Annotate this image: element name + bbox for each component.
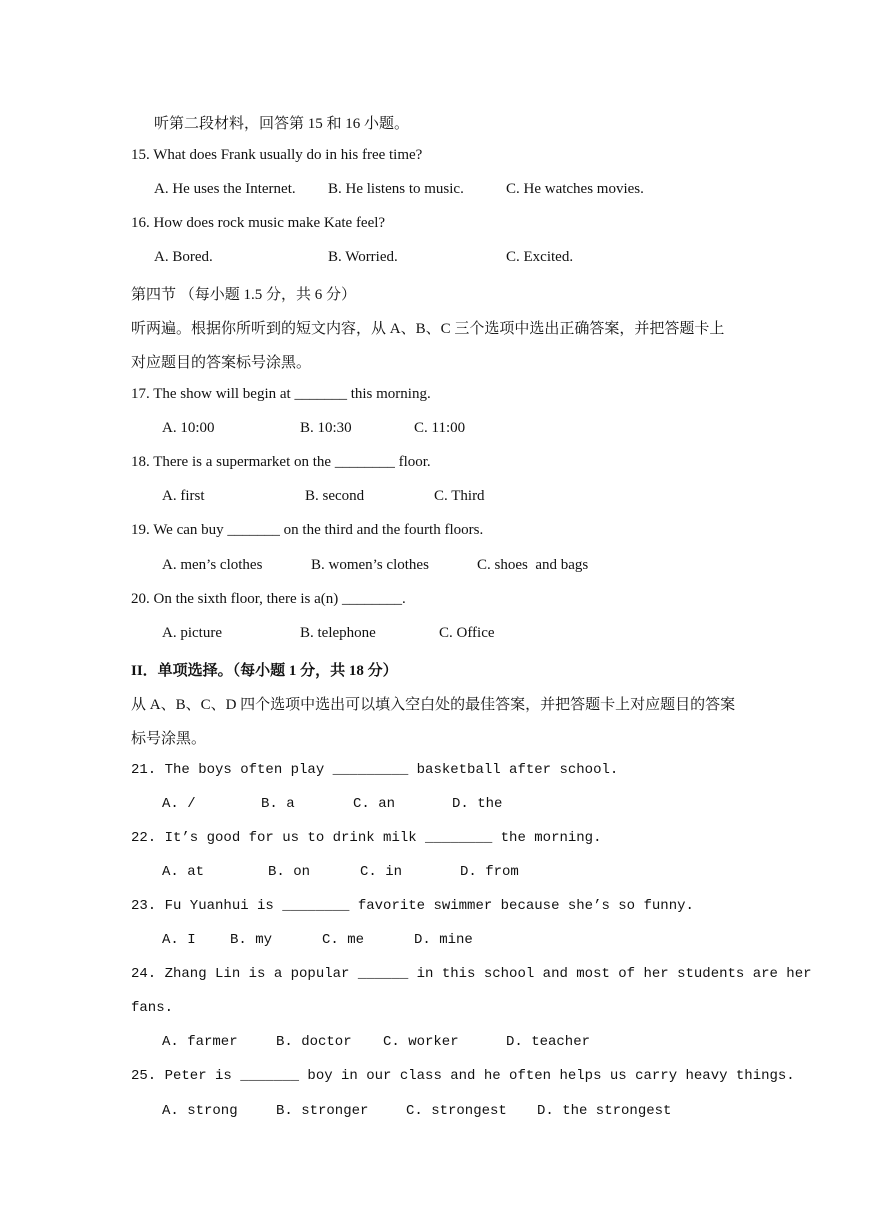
part4-instructions-line1: 听两遍。根据你所听到的短文内容，从 A、B、C 三个选项中选出正确答案，并把答题卡上 [131, 321, 725, 337]
question-25-option-d: D. the strongest [537, 1103, 672, 1119]
question-25-option-b: B. stronger [276, 1103, 369, 1119]
question-24-stem-line1: 24. Zhang Lin is a popular ______ in this school and most of her students are her [131, 966, 812, 982]
question-19-option-b: B. women’s clothes [311, 557, 429, 573]
question-16-option-c: C. Excited. [506, 249, 574, 265]
question-15-option-b: B. He listens to music. [328, 181, 464, 197]
question-15-option-a: A. He uses the Internet. [154, 181, 296, 197]
question-23-option-a: A. I [162, 932, 196, 948]
listening-part2-intro: 听第二段材料，回答第 15 和 16 小题。 [154, 116, 410, 132]
question-22-option-d: D. from [460, 864, 519, 880]
question-25-option-a: A. strong [162, 1103, 238, 1119]
question-22-stem: 22. It’s good for us to drink milk ________ the morning. [131, 830, 602, 846]
question-22-option-b: B. on [268, 864, 311, 880]
question-15-option-c: C. He watches movies. [506, 181, 644, 197]
question-21-option-c: C. an [353, 796, 396, 812]
question-18-option-b: B. second [305, 488, 365, 504]
question-21-option-b: B. a [261, 796, 295, 812]
question-19-stem: 19. We can buy _______ on the third and the fourth floors. [131, 522, 484, 538]
question-21-option-a: A. / [162, 796, 196, 812]
question-17-option-c: C. 11:00 [414, 420, 466, 436]
question-24-option-a: A. farmer [162, 1034, 238, 1050]
question-24-option-c: C. worker [383, 1034, 459, 1050]
question-18-stem: 18. There is a supermarket on the ________ floor. [131, 454, 431, 470]
question-24-option-b: B. doctor [276, 1034, 352, 1050]
question-15-stem: 15. What does Frank usually do in his free time? [131, 147, 423, 163]
question-21-stem: 21. The boys often play _________ basketball after school. [131, 762, 619, 778]
question-24-option-d: D. teacher [506, 1034, 591, 1050]
question-22-option-c: C. in [360, 864, 403, 880]
question-25-stem: 25. Peter is _______ boy in our class and he often helps us carry heavy things. [131, 1068, 795, 1084]
question-18-option-c: C. Third [434, 488, 485, 504]
question-17-option-a: A. 10:00 [162, 420, 215, 436]
question-19-option-c: C. shoes and bags [477, 557, 589, 573]
question-17-stem: 17. The show will begin at _______ this morning. [131, 386, 431, 402]
question-17-option-b: B. 10:30 [300, 420, 352, 436]
question-25-option-c: C. strongest [406, 1103, 507, 1119]
question-23-stem: 23. Fu Yuanhui is ________ favorite swimmer because she’s so funny. [131, 898, 694, 914]
question-18-option-a: A. first [162, 488, 205, 504]
part4-instructions-line2: 对应题目的答案标号涂黑。 [131, 355, 312, 371]
question-23-option-d: D. mine [414, 932, 473, 948]
part2-instructions-line1: 从 A、B、C、D 四个选项中选出可以填入空白处的最佳答案，并把答题卡上对应题目的答案 [131, 697, 736, 713]
question-21-option-d: D. the [452, 796, 503, 812]
part4-title: 第四节 （每小题 1.5 分，共 6 分） [131, 287, 357, 303]
question-16-option-a: A. Bored. [154, 249, 213, 265]
question-20-stem: 20. On the sixth floor, there is a(n) ________. [131, 591, 406, 607]
question-23-option-c: C. me [322, 932, 365, 948]
question-20-option-c: C. Office [439, 625, 495, 641]
question-23-option-b: B. my [230, 932, 273, 948]
question-16-option-b: B. Worried. [328, 249, 398, 265]
question-20-option-a: A. picture [162, 625, 222, 641]
question-24-stem-line2: fans. [131, 1000, 174, 1016]
part2-instructions-line2: 标号涂黑。 [131, 731, 207, 747]
question-20-option-b: B. telephone [300, 625, 376, 641]
question-19-option-a: A. men’s clothes [162, 557, 263, 573]
question-16-stem: 16. How does rock music make Kate feel? [131, 215, 386, 231]
question-22-option-a: A. at [162, 864, 205, 880]
part2-title: II．单项选择。（每小题 1 分，共 18 分） [131, 663, 398, 679]
